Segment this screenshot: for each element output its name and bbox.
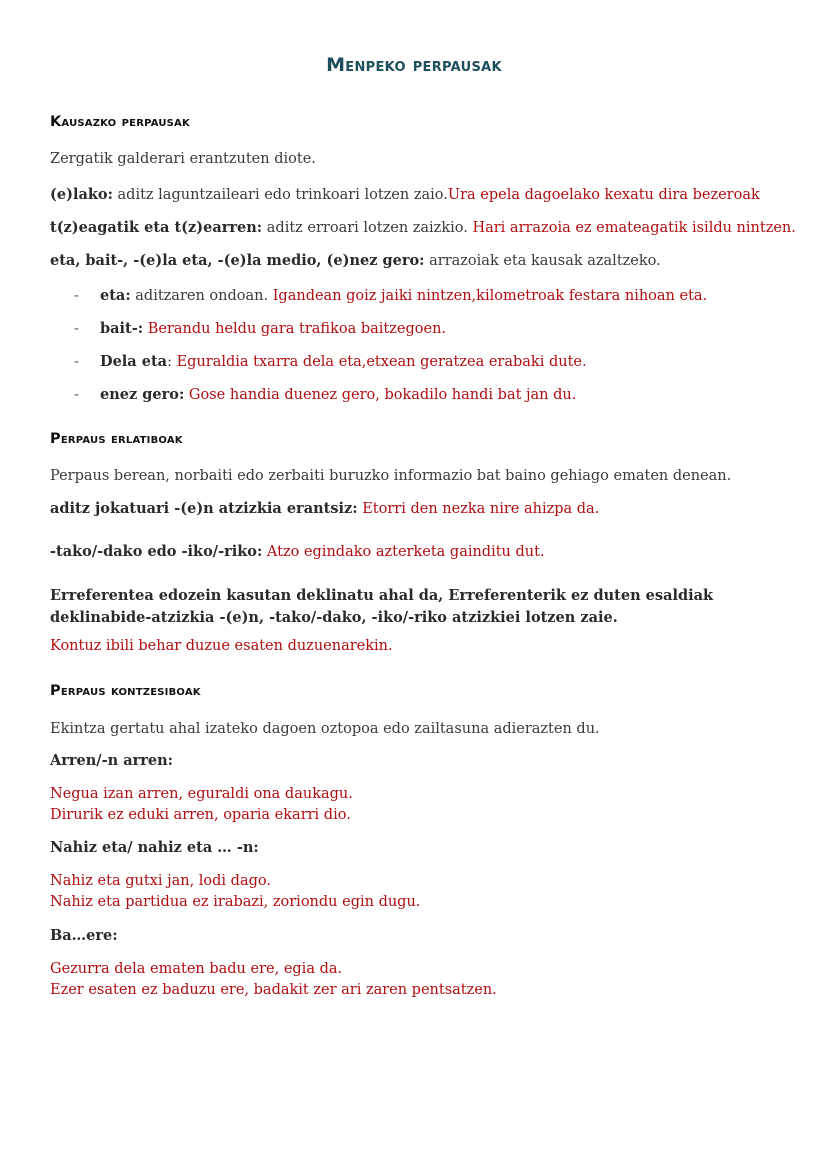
example-text: Igandean goiz jaiki nintzen,kilometroak festara nihoan eta. [272,288,708,304]
group-label: Arren/-n arren: [50,752,173,769]
rule-term: Dela eta [100,353,168,370]
rule-line [50,185,760,205]
section-heading-kontzesiboak: Perpaus kontzesiboak [50,683,201,699]
rule-text: : [167,354,177,370]
group-label: Ba…ere: [50,927,118,944]
list-item [74,319,446,339]
rule-text: aditz erroari lotzen zaizkio. [262,220,473,236]
list-item [74,385,576,405]
warning-example: Kontuz ibili behar duzue esaten duzuenarekin. [50,638,393,654]
example-text: Hari arrazoia ez emateagatik isildu nintzen. [472,220,796,236]
rule-term: t(z)eagatik eta t(z)earren: [50,219,263,236]
list-item [74,352,587,372]
rule-text: arrazoiak eta kausak azaltzeko. [424,253,661,269]
example-text: Ezer esaten ez baduzu ere, badakit zer ari zaren pentsatzen. [50,982,497,998]
example-text: Atzo egindako azterketa gainditu dut. [262,544,545,560]
example-text: Negua izan arren, eguraldi ona daukagu. [50,786,353,802]
section-intro: Zergatik galderari erantzuten diote. [50,151,316,167]
rule-line [50,251,661,271]
example-text: Berandu heldu gara trafikoa baitzegoen. [147,321,447,337]
section-intro: Ekintza gertatu ahal izateko dagoen oztopoa edo zailtasuna adierazten du. [50,721,600,737]
rule-term: bait-: [100,320,144,337]
rule-term: eta, bait-, -(e)la eta, -(e)la medio, (e)nez gero: [50,252,425,269]
rule-term: (e)lako: [50,186,113,203]
example-text: Ura epela dagoelako kexatu dira bezeroak [447,187,760,203]
page-title: Menpeko perpausak [326,54,502,76]
note-paragraph: Erreferentea edozein kasutan deklinatu ahal da, Erreferenterik ez duten esaldiak deklinabide-atzizkia -(e)n, -tako/-dako, -iko/-riko atzizkiei lotzen zaie. [50,587,714,626]
section-intro: Perpaus berean, norbaiti edo zerbaiti buruzko informazio bat baino gehiago ematen denean. [50,468,732,484]
example-text: Nahiz eta gutxi jan, lodi dago. [50,873,271,889]
example-text: Gezurra dela ematen badu ere, egia da. [50,961,343,977]
list-bullet: - [74,321,79,337]
example-text: Nahiz eta partidua ez irabazi, zoriondu egin dugu. [50,894,421,910]
example-text: Dirurik ez eduki arren, oparia ekarri dio. [50,807,351,823]
section-heading-erlatiboak: Perpaus erlatiboak [50,431,183,447]
rule-text: aditz laguntzaileari edo trinkoari lotzen zaio. [112,187,448,203]
group-label: Nahiz eta/ nahiz eta … -n: [50,839,259,856]
example-text: Etorri den nezka nire ahizpa da. [357,501,600,517]
list-bullet: - [74,288,79,304]
rule-term: eta: [100,287,131,304]
rule-line [50,542,545,562]
example-text: Gose handia duenez gero, bokadilo handi bat jan du. [188,387,577,403]
section-heading-kausazko: Kausazko perpausak [50,114,190,130]
rule-term: -tako/-dako edo -iko/-riko: [50,543,263,560]
rule-line [50,218,796,238]
rule-text: aditzaren ondoan. [130,288,273,304]
rule-term: enez gero: [100,386,185,403]
rule-line [50,499,599,519]
rule-term: aditz jokatuari -(e)n atzizkia erantsiz: [50,500,358,517]
list-bullet: - [74,387,79,403]
list-item [74,286,707,306]
example-text: Eguraldia txarra dela eta,etxean geratzea erabaki dute. [176,354,587,370]
list-bullet: - [74,354,79,370]
